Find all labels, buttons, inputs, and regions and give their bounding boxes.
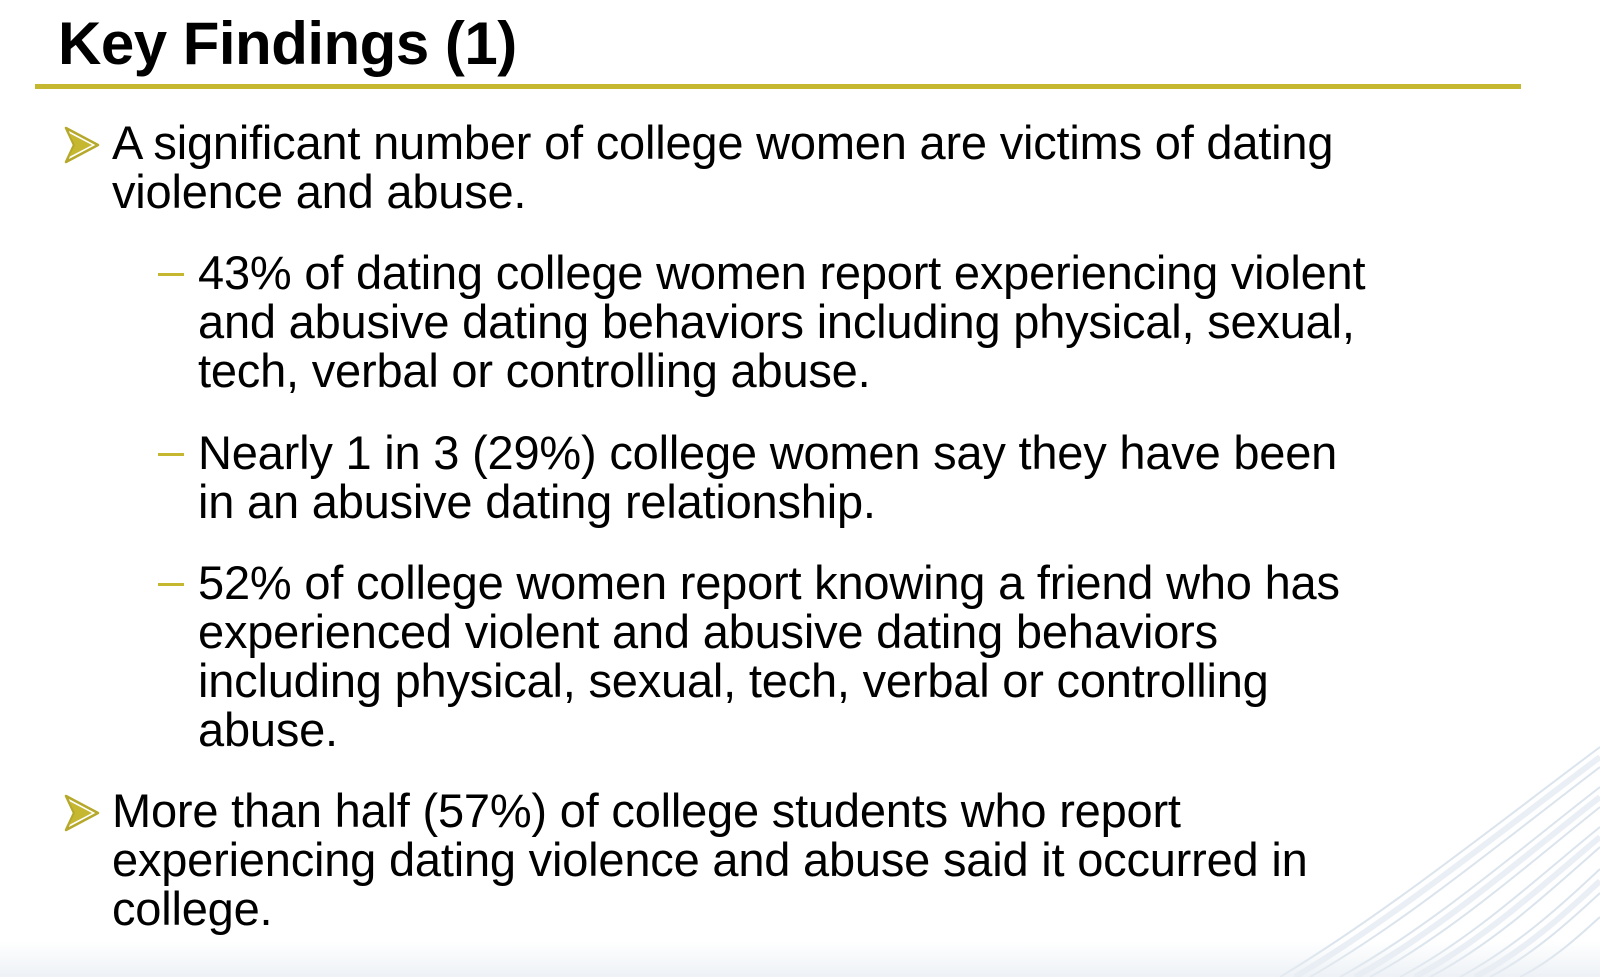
sub-bullet-item-43-percent <box>198 248 1365 395</box>
sub-bullet-text: 52% of college women report knowing a friend who has experienced violent and abusive dating behaviors including physical, sexual, tech, verbal or controlling abuse. <box>198 556 1340 756</box>
arrow-bullet-icon <box>62 792 102 832</box>
sub-bullet-text: Nearly 1 in 3 (29%) college women say they have been in an abusive dating relationship. <box>198 426 1338 528</box>
bullet-item-dating-victims <box>112 118 1333 216</box>
sub-bullet-item-29-percent <box>198 428 1337 526</box>
sub-bullet-text: 43% of dating college women report experiencing violent and abusive dating behaviors including physical, sexual, tech, verbal or controlling abuse. <box>198 246 1366 397</box>
bullet-text: A significant number of college women are victims of dating violence and abuse. <box>112 116 1334 218</box>
dash-bullet-icon <box>158 273 184 276</box>
dash-bullet-icon <box>158 453 184 456</box>
title-divider <box>35 84 1521 89</box>
dash-bullet-icon <box>158 583 184 586</box>
slide-title: Key Findings (1) <box>58 10 517 77</box>
arrow-bullet-icon <box>62 124 102 164</box>
decorative-swoosh <box>1220 717 1600 977</box>
footer-band <box>0 941 1600 977</box>
bullet-text: More than half (57%) of college students who report experiencing dating violence and abuse said it occurred in college. <box>112 784 1308 935</box>
sub-bullet-item-52-percent <box>198 558 1340 754</box>
bullet-item-57-percent <box>112 786 1308 933</box>
